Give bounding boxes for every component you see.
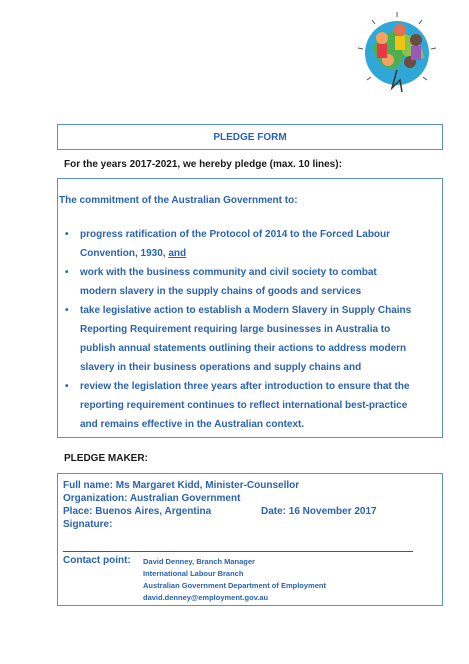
pledge-form-title [57, 124, 443, 150]
bullet-icon: • [65, 381, 69, 392]
list-item: • work with the business community and civil society to combat modern slavery in the supply chains of goods and services [62, 263, 444, 301]
list-item: • review the legislation three years after introduction to ensure that the reporting requirement continues to reflect international best-practice and remains effective in the Australian context. [62, 377, 444, 434]
place: Place: Buenos Aires, Argentina [63, 506, 212, 517]
date: Date: 16 November 2017 [261, 506, 377, 517]
contact-name: David Denney, Branch Manager [143, 557, 255, 566]
organization: Organization: Australian Government [63, 493, 241, 504]
bullet-icon: • [65, 229, 69, 240]
divider [63, 551, 413, 552]
bullet-icon: • [65, 267, 69, 278]
campaign-logo-icon [352, 8, 442, 98]
place-date-row [63, 506, 423, 517]
signature: Signature: [63, 519, 113, 530]
contact-branch: International Labour Branch [143, 569, 244, 578]
pledge-box [57, 178, 443, 438]
bullet-icon: • [65, 305, 69, 316]
contact-email: david.denney@employment.gov.au [143, 593, 269, 602]
commitment-title: The commitment of the Australian Government to: [59, 195, 298, 206]
period-line: For the years 2017-2021, we hereby pledge (max. 10 lines): [64, 159, 342, 170]
pledge-maker-heading: PLEDGE MAKER: [64, 453, 148, 464]
list-item: • take legislative action to establish a Modern Slavery in Supply Chains Reporting Requirement requiring large businesses in Australia to publish annual statements outlining their actions to address modern slavery in their business operations and supply chains and [62, 301, 444, 377]
form-title-text: PLEDGE FORM [213, 131, 287, 143]
pledge-maker-box [57, 473, 443, 606]
contact-point-label: Contact point: [63, 555, 131, 566]
list-item: • progress ratification of the Protocol of 2014 to the Forced Labour Convention, 1930, and [62, 225, 444, 263]
contact-point-details [143, 556, 326, 604]
contact-department: Australian Government Department of Employment [143, 581, 326, 590]
commitment-list [62, 225, 444, 434]
underlined-and: and [168, 248, 187, 259]
full-name: Full name: Ms Margaret Kidd, Minister-Counsellor [63, 480, 300, 491]
